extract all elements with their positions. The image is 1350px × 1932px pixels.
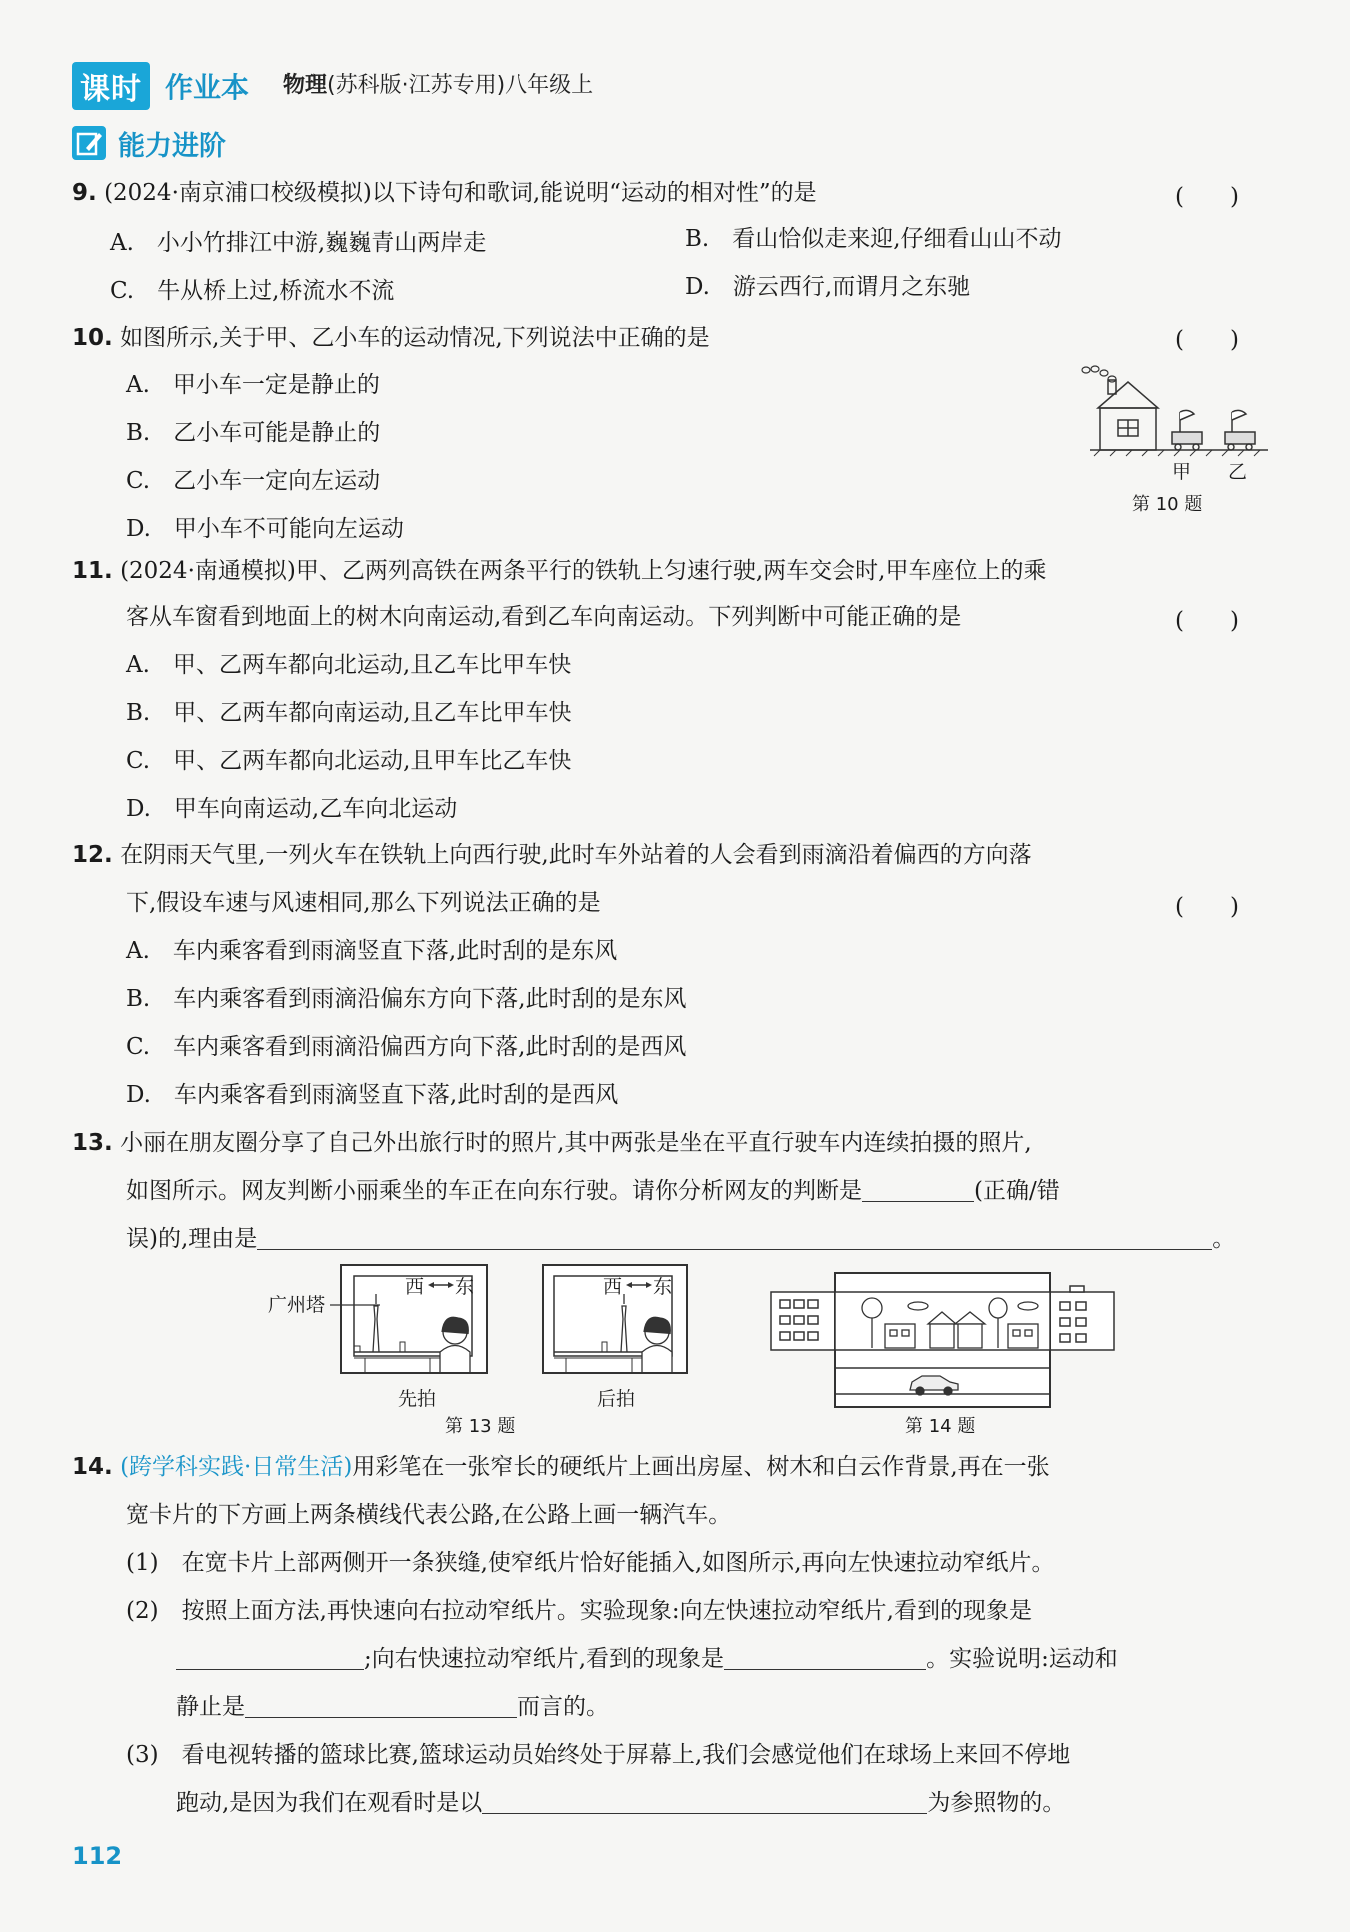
q12-option-b[interactable]: B. 车内乘客看到雨滴沿偏东方向下落,此时刮的是东风 (126, 986, 687, 1012)
q13-photo2-label: 后拍 (597, 1388, 636, 1410)
q13-number: 13. (72, 1130, 113, 1156)
q10-option-a[interactable]: A. 甲小车一定是静止的 (126, 372, 380, 398)
q12-answer-paren[interactable]: ( ) (1175, 894, 1239, 920)
q12-text-1: 在阴雨天气里,一列火车在铁轨上向西行驶,此时车外站着的人会看到雨滴沿着偏西的方向落 (120, 842, 1032, 868)
q13-reason-blank[interactable] (257, 1227, 1212, 1250)
q14-text-2e: 而言的。 (517, 1694, 609, 1720)
q13-judgement-blank[interactable] (862, 1179, 974, 1202)
q9-answer-paren[interactable]: ( ) (1175, 184, 1239, 210)
q10-label-jia: 甲 (1172, 461, 1192, 483)
q14-text-2d: 静止是 (176, 1694, 245, 1720)
pencil-icon (72, 126, 106, 160)
q14-figure (770, 1272, 1115, 1408)
q11-text-1: (2024·南通模拟)甲、乙两列高铁在两条平行的铁轨上匀速行驶,两车交会时,甲车座位上的乘 (120, 558, 1047, 584)
strip-right-building (1050, 1286, 1114, 1350)
q13-text-3a: 误)的,理由是 (126, 1226, 258, 1252)
cart-yi (1225, 410, 1255, 450)
q11-stem-2: 客从车窗看到地面上的树木向南运动,看到乙车向南运动。下列判断中可能正确的是 (126, 604, 962, 630)
q13-arrow-2 (626, 1280, 652, 1290)
subject-name: 物理 (283, 73, 328, 98)
q11-option-c[interactable]: C. 甲、乙两车都向北运动,且甲车比乙车快 (126, 748, 572, 774)
q13-tower-label: 广州塔 (268, 1294, 326, 1316)
q13-text-3b: 。 (1212, 1226, 1236, 1252)
q10-figure (1080, 360, 1270, 455)
house-drawing (1098, 380, 1158, 450)
q11-stem-1 (72, 556, 1046, 586)
q14-text-2b: ;向右快速拉动窄纸片,看到的现象是 (364, 1646, 725, 1672)
q11-answer-paren[interactable]: ( ) (1175, 608, 1239, 634)
q13-text-2b: (正确/错 (974, 1178, 1060, 1204)
q9-stem (72, 178, 817, 208)
q13-east-1: 东 (455, 1276, 475, 1298)
q14-part-2-line-3 (176, 1692, 609, 1722)
q12-option-a[interactable]: A. 车内乘客看到雨滴竖直下落,此时刮的是东风 (126, 938, 618, 964)
q10-option-c[interactable]: C. 乙小车一定向左运动 (126, 468, 381, 494)
page-number: 112 (72, 1842, 123, 1870)
q14-part-3-line-2 (176, 1788, 1065, 1818)
q9-text: (2024·南京浦口校级模拟)以下诗句和歌词,能说明“运动的相对性”的是 (104, 180, 817, 206)
book-subtitle (283, 68, 593, 99)
q12-number: 12. (72, 842, 113, 868)
q13-stem-2 (126, 1176, 1060, 1206)
q12-stem-2: 下,假设车速与风速相同,那么下列说法正确的是 (126, 890, 601, 916)
q13-east-2: 东 (653, 1276, 673, 1298)
q14-reference-blank[interactable] (482, 1791, 927, 1814)
q9-option-b[interactable]: B. 看山恰似走来迎,仔细看山山不动 (685, 226, 1062, 252)
q13-tower-pointer (330, 1300, 385, 1310)
q13-west-1: 西 (405, 1276, 425, 1298)
logo-text: 作业本 (165, 71, 250, 104)
brand-logo (72, 62, 150, 110)
q12-option-c[interactable]: C. 车内乘客看到雨滴沿偏西方向下落,此时刮的是西风 (126, 1034, 687, 1060)
q9-number: 9. (72, 180, 97, 206)
q14-part-2-line-1: (2) 按照上面方法,再快速向右拉动窄纸片。实验现象:向左快速拉动窄纸片,看到的现象是 (126, 1598, 1032, 1624)
strip-left-building (771, 1292, 835, 1350)
q14-tag: (跨学科实践·日常生活) (120, 1454, 353, 1480)
q11-option-a[interactable]: A. 甲、乙两车都向北运动,且乙车比甲车快 (126, 652, 572, 678)
q14-stem-1 (72, 1452, 1050, 1482)
q13-caption: 第 13 题 (445, 1416, 516, 1437)
q13-photo1-label: 先拍 (398, 1388, 437, 1410)
q13-arrow-1 (428, 1280, 454, 1290)
q10-answer-paren[interactable]: ( ) (1175, 327, 1239, 353)
q12-option-d[interactable]: D. 车内乘客看到雨滴竖直下落,此时刮的是西风 (126, 1082, 619, 1108)
ground-hatch (1094, 450, 1260, 456)
q14-part-3-line-1: (3) 看电视转播的篮球比赛,篮球运动员始终处于屏幕上,我们会感觉他们在球场上来回不停地 (126, 1742, 1071, 1768)
q12-stem-1 (72, 840, 1032, 870)
q14-relative-blank[interactable] (245, 1695, 517, 1718)
q10-option-d[interactable]: D. 甲小车不可能向左运动 (126, 516, 404, 542)
q14-text-3c: 为参照物的。 (927, 1790, 1066, 1816)
q11-number: 11. (72, 558, 113, 584)
q13-text-2a: 如图所示。网友判断小丽乘坐的车正在向东行驶。请你分析网友的判断是 (126, 1178, 862, 1204)
q14-part-2-line-2 (176, 1644, 1118, 1674)
q13-stem-3 (126, 1224, 1235, 1254)
section-title: 能力进阶 (118, 131, 226, 162)
q13-text-1: 小丽在朋友圈分享了自己外出旅行时的照片,其中两张是坐在平直行驶车内连续拍摄的照片, (120, 1130, 1032, 1156)
q13-west-2: 西 (603, 1276, 623, 1298)
cart-jia (1172, 410, 1202, 450)
q10-text: 如图所示,关于甲、乙小车的运动情况,下列说法中正确的是 (120, 325, 710, 351)
logo-badge: 课时 (72, 62, 150, 110)
q14-stem-2: 宽卡片的下方画上两条横线代表公路,在公路上画一辆汽车。 (126, 1502, 732, 1528)
q10-label-yi: 乙 (1228, 461, 1248, 483)
q11-option-d[interactable]: D. 甲车向南运动,乙车向北运动 (126, 796, 458, 822)
q9-option-c[interactable]: C. 牛从桥上过,桥流水不流 (110, 278, 395, 304)
q10-caption: 第 10 题 (1132, 494, 1203, 515)
q9-option-d[interactable]: D. 游云西行,而谓月之东驰 (685, 274, 971, 300)
q14-text-1: 用彩笔在一张窄长的硬纸片上画出房屋、树木和白云作背景,再在一张 (352, 1454, 1050, 1480)
edition-text: (苏科版·江苏专用)八年级上 (327, 73, 594, 98)
q14-text-2c: 。实验说明:运动和 (926, 1646, 1118, 1672)
q9-option-a[interactable]: A. 小小竹排江中游,巍巍青山两岸走 (110, 230, 487, 256)
q14-left-pull-blank[interactable] (176, 1647, 364, 1670)
q14-caption: 第 14 题 (905, 1416, 976, 1437)
q14-part-1: (1) 在宽卡片上部两侧开一条狭缝,使窄纸片恰好能插入,如图所示,再向左快速拉动窄纸片。 (126, 1550, 1055, 1576)
q13-stem-1 (72, 1128, 1032, 1158)
q14-right-pull-blank[interactable] (724, 1647, 926, 1670)
q10-number: 10. (72, 325, 113, 351)
q14-text-3b: 跑动,是因为我们在观看时是以 (176, 1790, 483, 1816)
q10-stem (72, 323, 710, 353)
q14-number: 14. (72, 1454, 113, 1480)
q10-option-b[interactable]: B. 乙小车可能是静止的 (126, 420, 381, 446)
q11-option-b[interactable]: B. 甲、乙两车都向南运动,且乙车比甲车快 (126, 700, 572, 726)
